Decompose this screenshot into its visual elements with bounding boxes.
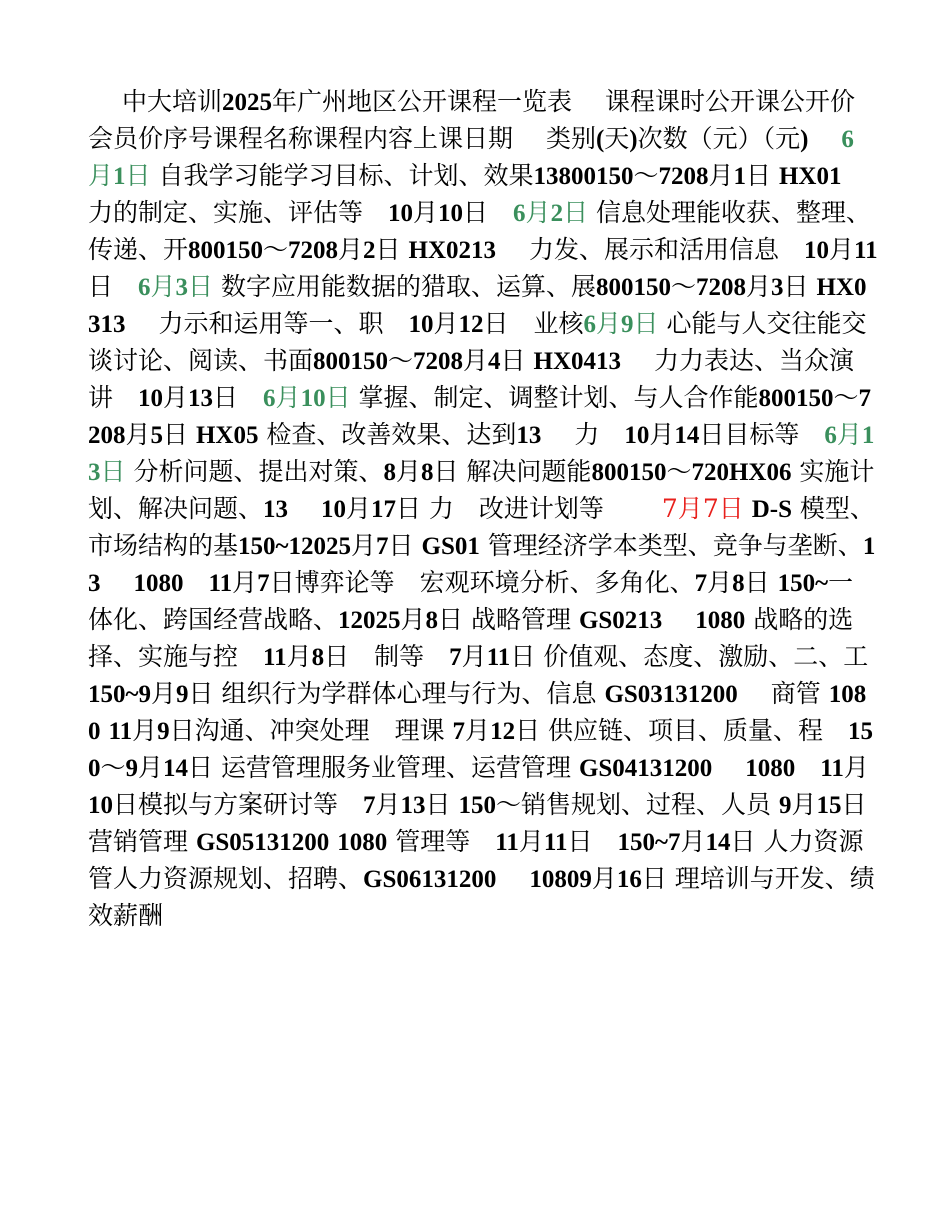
text-run: 日 bbox=[783, 272, 817, 301]
text-run: 月 bbox=[518, 827, 544, 856]
text-run: 日 bbox=[125, 161, 151, 190]
text-run: 数字应用能数据的猎取、运算、展 bbox=[213, 272, 596, 301]
text-run: 10 bbox=[408, 311, 434, 338]
text-run: 7 bbox=[363, 792, 376, 819]
text-run: 2 bbox=[363, 237, 376, 264]
text-run: 日 力 改进计划等 bbox=[395, 494, 662, 523]
text-run: 月 bbox=[525, 198, 551, 227]
text-run: 11 bbox=[263, 644, 287, 671]
text-run: 日 bbox=[88, 272, 139, 301]
text-run: 11 bbox=[486, 644, 511, 671]
text-run bbox=[795, 753, 820, 782]
text-run: 日 bbox=[213, 383, 264, 412]
document-text bbox=[88, 87, 878, 930]
text-run: 7 bbox=[257, 570, 270, 597]
text-run: 7208 bbox=[88, 385, 872, 449]
text-run: 7 bbox=[449, 644, 462, 671]
text-run: 7 bbox=[694, 570, 708, 597]
text-run: 13 bbox=[516, 422, 542, 449]
text-run: 月 bbox=[465, 716, 491, 745]
text-run: 15 bbox=[816, 792, 842, 819]
text-run: 150~7 bbox=[617, 829, 681, 856]
text-run: 6 bbox=[138, 274, 151, 301]
text-run: 6 bbox=[583, 311, 596, 338]
text-run: 分析问题、提出对策、 bbox=[125, 457, 384, 486]
text-run: 管理等 bbox=[387, 827, 496, 856]
text-run bbox=[744, 494, 752, 523]
text-run: 中大培训 bbox=[122, 87, 223, 116]
text-run: 13 bbox=[400, 792, 426, 819]
text-run: 月 bbox=[649, 420, 675, 449]
text-run: 检查、改善效果、达到 bbox=[258, 420, 517, 449]
text-run: 13 bbox=[188, 385, 214, 412]
text-run: 3 bbox=[771, 274, 784, 301]
text-run: ～ bbox=[633, 161, 659, 190]
text-run: 月 bbox=[746, 272, 772, 301]
text-run: 月 bbox=[286, 642, 312, 671]
text-run: ～ bbox=[263, 235, 289, 264]
text-run: 月 bbox=[463, 346, 489, 375]
text-run: 日 供应链、项目、质量、程 bbox=[515, 716, 849, 745]
text-run: 日 价值观、态度、激励、二、工 bbox=[510, 642, 869, 671]
text-run: 10 bbox=[388, 200, 414, 227]
text-run: 月 bbox=[708, 161, 734, 190]
text-run: 7208 bbox=[658, 163, 709, 190]
text-run: 1080 bbox=[337, 829, 388, 856]
text-run: 力发、展示和活用信息 bbox=[496, 235, 804, 264]
text-run: 800150 bbox=[313, 348, 389, 375]
text-run: 月 bbox=[680, 827, 706, 856]
text-run: 日 bbox=[163, 420, 196, 449]
text-run: HX05 bbox=[195, 422, 259, 449]
text-run: 13 bbox=[88, 533, 876, 597]
text-run: ～ bbox=[671, 272, 697, 301]
text-run: 11 bbox=[853, 237, 878, 264]
text-run: 月 bbox=[88, 161, 114, 190]
text-run: GS06131200 bbox=[363, 866, 497, 893]
text-run: 月 bbox=[395, 457, 421, 486]
text-run: GS03131200 bbox=[604, 681, 738, 708]
text-run: 2 bbox=[550, 200, 564, 227]
text-run: 16 bbox=[616, 866, 642, 893]
text-run bbox=[808, 124, 841, 153]
text-run: 14 bbox=[163, 755, 189, 782]
text-run: 日 业核 bbox=[483, 309, 584, 338]
text-run: 月 bbox=[232, 568, 258, 597]
text-run: 13 bbox=[88, 422, 875, 486]
text-run: HX0413 bbox=[533, 348, 621, 375]
text-run bbox=[712, 753, 745, 782]
text-run: 月 bbox=[275, 383, 301, 412]
text-run: 日 bbox=[567, 827, 618, 856]
text-run: 月 bbox=[433, 309, 459, 338]
text-run: 8 bbox=[732, 570, 745, 597]
text-run: 11 bbox=[495, 829, 519, 856]
text-run: 日 营销管理 bbox=[88, 790, 867, 856]
text-run: 次数（元）（元 bbox=[637, 124, 801, 153]
text-run: 11 bbox=[820, 755, 844, 782]
text-run: ( bbox=[595, 126, 605, 153]
document-body bbox=[88, 84, 878, 934]
text-run: 1080 bbox=[88, 681, 867, 745]
text-run: 日 bbox=[500, 346, 534, 375]
text-run: 日 bbox=[325, 383, 351, 412]
text-run: 7 bbox=[376, 533, 389, 560]
text-run: 月 bbox=[351, 531, 377, 560]
text-run: 4 bbox=[488, 348, 501, 375]
text-run: 800150 bbox=[188, 237, 264, 264]
text-run: 信息处理能收获、整理、传递、开 bbox=[88, 198, 872, 264]
text-run: 150~9 bbox=[88, 681, 152, 708]
text-run: 800150 bbox=[758, 385, 834, 412]
text-run: D-S bbox=[751, 496, 792, 523]
text-run: 月 bbox=[338, 235, 364, 264]
text-run: 月 bbox=[828, 235, 854, 264]
text-run: 7 bbox=[452, 718, 466, 745]
text-run: 8 bbox=[383, 459, 396, 486]
text-run: 1 bbox=[733, 163, 747, 190]
text-run: GS05131200 bbox=[195, 829, 330, 856]
text-run bbox=[496, 864, 529, 893]
text-run: 一体化、跨国经营战略、 bbox=[88, 568, 854, 634]
text-run: 月 bbox=[400, 605, 426, 634]
text-run: 10 bbox=[438, 200, 464, 227]
text-run: 月 bbox=[677, 494, 703, 523]
text-run: 月 bbox=[125, 420, 151, 449]
text-run: 月 bbox=[591, 864, 617, 893]
text-run: 1080 bbox=[745, 755, 796, 782]
text-run: 11 bbox=[543, 829, 568, 856]
text-run: 力的制定、实施、评估等 bbox=[88, 161, 867, 227]
text-run: 力力表达、当众演讲 bbox=[88, 346, 854, 412]
text-run: 7208 bbox=[413, 348, 464, 375]
text-run: 实施计划、解决问题、 bbox=[88, 457, 875, 523]
text-run: 模型、市场结构的基 bbox=[88, 494, 875, 560]
text-run: 日目标等 bbox=[699, 420, 825, 449]
text-run: 10 bbox=[624, 422, 650, 449]
text-run: 10809 bbox=[529, 866, 592, 893]
text-run: 10 bbox=[138, 385, 164, 412]
text-run: 12 bbox=[490, 718, 516, 745]
text-run: 9 bbox=[621, 311, 634, 338]
text-run: 日 bbox=[388, 531, 422, 560]
text-run: 日 bbox=[375, 235, 409, 264]
text-run: 9 bbox=[176, 681, 189, 708]
text-run: 月 bbox=[836, 420, 862, 449]
text-run: ～ bbox=[388, 346, 414, 375]
text-run: HX0313 bbox=[88, 274, 867, 338]
text-run: 720HX06 bbox=[691, 459, 792, 486]
text-run: 月 bbox=[345, 494, 371, 523]
text-run: 14 bbox=[674, 422, 700, 449]
text-run: 日 bbox=[100, 457, 126, 486]
text-run: 10 bbox=[300, 385, 326, 412]
text-run: 150 bbox=[88, 718, 874, 782]
text-run: 14 bbox=[705, 829, 731, 856]
text-run: 月 bbox=[461, 642, 487, 671]
text-run bbox=[288, 494, 321, 523]
text-run: 6 bbox=[841, 126, 854, 153]
text-run bbox=[101, 568, 134, 597]
text-run: 日 战略管理 bbox=[438, 605, 579, 634]
text-run: HX01 bbox=[778, 163, 842, 190]
text-run: 月 bbox=[595, 309, 621, 338]
text-run: 日 bbox=[463, 198, 514, 227]
text-run: 月 bbox=[791, 790, 817, 819]
text-run: 9 bbox=[157, 718, 170, 745]
text-run: 掌握、制定、调整计划、与人合作能 bbox=[350, 383, 759, 412]
text-run: 月 bbox=[132, 716, 158, 745]
text-run: 日 运营管理服务业管理、运营管理 bbox=[188, 753, 579, 782]
text-run: 10 bbox=[803, 237, 829, 264]
text-run: 心能与人交往能交谈讨论、阅读、书面 bbox=[88, 309, 867, 375]
text-run: 17 bbox=[370, 496, 396, 523]
text-run: 10 bbox=[88, 792, 113, 819]
text-run: 12 bbox=[458, 311, 484, 338]
text-run bbox=[183, 568, 208, 597]
text-run: 日 bbox=[744, 568, 778, 597]
text-run: 7 bbox=[702, 494, 719, 523]
text-run: 日 解决问题能 bbox=[433, 457, 592, 486]
text-run: ) bbox=[800, 126, 809, 153]
text-run: 力 bbox=[541, 420, 625, 449]
text-run: 9 bbox=[778, 792, 792, 819]
text-run: ～销售规划、过程、人员 bbox=[495, 790, 779, 819]
text-run: 日 bbox=[746, 161, 779, 190]
text-run: 月 bbox=[163, 383, 189, 412]
text-run: 6 bbox=[824, 422, 837, 449]
text-run: 月 bbox=[138, 753, 164, 782]
text-run: 月 bbox=[843, 753, 869, 782]
text-run: ) bbox=[629, 126, 638, 153]
text-run: 5 bbox=[150, 422, 164, 449]
text-run: 天 bbox=[604, 124, 630, 153]
text-run: 日 bbox=[188, 272, 214, 301]
text-run: GS0213 bbox=[578, 607, 663, 634]
text-run: 年广州地区公开课程一览表 课程课时公开课公开价会员价序号课程名称课程内容上课日期 类别 bbox=[88, 87, 855, 153]
text-run: 日 bbox=[718, 494, 744, 523]
text-run: 13800150 bbox=[533, 163, 634, 190]
text-run: 月 bbox=[151, 679, 177, 708]
text-run: 自我学习能学习目标、计划、效果 bbox=[150, 161, 534, 190]
text-run: 月 bbox=[150, 272, 176, 301]
text-run: 7 bbox=[661, 494, 678, 523]
text-run: HX0213 bbox=[408, 237, 496, 264]
text-run: 日 bbox=[633, 309, 659, 338]
text-run: 月 bbox=[413, 198, 439, 227]
text-run: 11 bbox=[108, 718, 133, 745]
text-run: ～ bbox=[833, 383, 859, 412]
text-run: 6 bbox=[513, 200, 526, 227]
text-run: 150 bbox=[458, 792, 496, 819]
text-run: 9 bbox=[125, 755, 139, 782]
text-run: 日沟通、冲突处理 理课 bbox=[169, 716, 453, 745]
text-run: 11 bbox=[208, 570, 233, 597]
text-run: 日模拟与方案研讨等 bbox=[113, 790, 364, 819]
text-run: 日 理培训与开发、绩效薪酬 bbox=[88, 864, 875, 930]
text-run: 月 bbox=[375, 790, 401, 819]
text-run: 日 组织行为学群体心理与行为、信息 bbox=[188, 679, 605, 708]
text-run: 日 人力资源管人力资源规划、招聘、 bbox=[88, 827, 864, 893]
text-run: 800150 bbox=[591, 459, 667, 486]
text-run: 150~12025 bbox=[238, 533, 352, 560]
text-run: 商管 bbox=[737, 679, 829, 708]
text-run: 3 bbox=[175, 274, 189, 301]
text-run: 日 制等 bbox=[324, 642, 450, 671]
text-run: 13 bbox=[263, 496, 289, 523]
text-run: 150~ bbox=[777, 570, 829, 597]
text-run: 战略的选择、实施与控 bbox=[88, 605, 854, 671]
text-run: 800150 bbox=[596, 274, 671, 301]
text-run: 日 bbox=[563, 198, 589, 227]
text-run: 月 bbox=[707, 568, 733, 597]
text-run: ～ bbox=[666, 457, 692, 486]
text-run: 6 bbox=[263, 385, 276, 412]
text-run: GS04131200 bbox=[578, 755, 713, 782]
text-run: ～ bbox=[100, 753, 126, 782]
text-run: 12025 bbox=[338, 607, 401, 634]
text-run: 管理经济学本类型、竞争与垄断、 bbox=[479, 531, 863, 560]
text-run: 1 bbox=[113, 163, 126, 190]
text-run: GS01 bbox=[421, 533, 480, 560]
text-run bbox=[662, 605, 695, 634]
text-run: 力示和运用等一、职 bbox=[125, 309, 409, 338]
text-run: 1080 bbox=[695, 607, 746, 634]
text-run: 7208 bbox=[288, 237, 339, 264]
text-run: 7208 bbox=[696, 274, 747, 301]
text-run: 2025 bbox=[222, 89, 273, 116]
text-run: 日博弈论等 宏观环境分析、多角化、 bbox=[269, 568, 695, 597]
text-run: 8 bbox=[420, 459, 434, 486]
text-run: 10 bbox=[320, 496, 346, 523]
text-run: 8 bbox=[425, 607, 439, 634]
text-run: 8 bbox=[311, 644, 325, 671]
text-run: 日 bbox=[425, 790, 459, 819]
text-run: 1080 bbox=[133, 570, 184, 597]
